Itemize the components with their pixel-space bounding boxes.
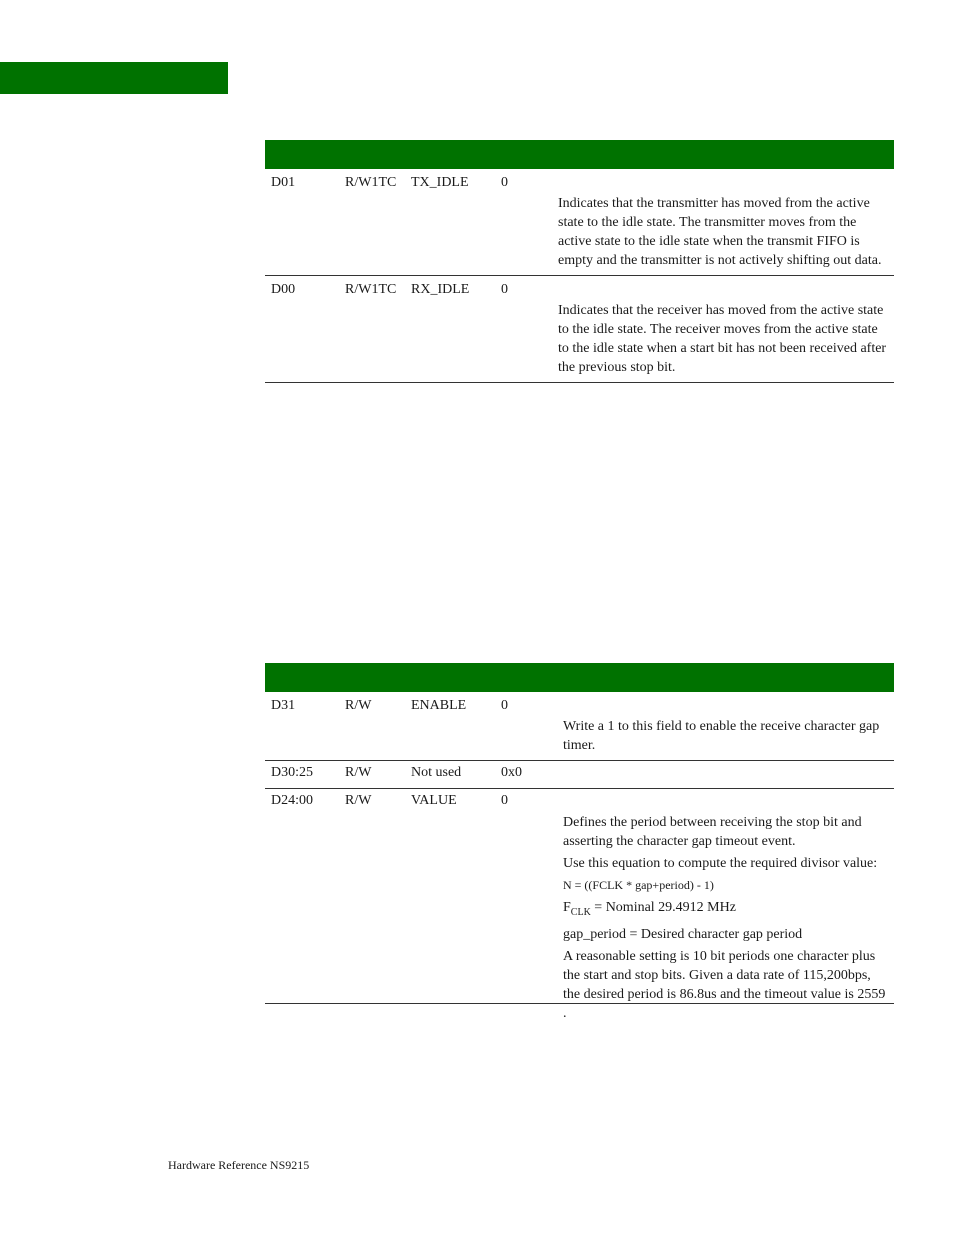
description-paragraph: Use this equation to compute the required divisor value: xyxy=(563,856,878,871)
reset-cell: 0 xyxy=(501,793,508,808)
description-cell: Indicates that the transmitter has moved from the active state to the idle state. The transmitter moves from the active state to the idle state when the transmit FIFO is empty and the transmitter is not actively shifting out data. xyxy=(558,196,882,268)
description-cell xyxy=(563,813,891,1026)
reset-cell: 0x0 xyxy=(501,765,522,780)
fclk-value: = Nominal 29.4912 MHz xyxy=(590,900,736,915)
mnemonic-cell: ENABLE xyxy=(411,698,467,713)
reset-cell: 0 xyxy=(501,175,508,190)
table-header-bar xyxy=(265,140,894,169)
mnemonic-cell: Not used xyxy=(411,765,462,780)
fclk-subscript: CLK xyxy=(570,906,591,918)
bits-cell: D24:00 xyxy=(271,793,313,808)
section-tab-bar xyxy=(0,62,228,94)
table-row xyxy=(265,276,894,383)
table-row xyxy=(265,761,894,789)
description-cell: Indicates that the receiver has moved from the active state to the idle state. The receiver moves from the active state to the idle state when a start bit has not been received after the previous stop bit. xyxy=(558,303,887,375)
bits-cell: D31 xyxy=(271,698,296,713)
bits-cell: D01 xyxy=(271,175,296,190)
bits-cell: D00 xyxy=(271,282,296,297)
table-row xyxy=(265,789,894,1021)
reset-cell: 0 xyxy=(501,282,508,297)
register-table-2 xyxy=(265,663,894,1021)
access-cell: R/W1TC xyxy=(345,282,397,297)
access-cell: R/W1TC xyxy=(345,175,397,190)
description-cell: Write a 1 to this field to enable the receive character gap timer. xyxy=(563,719,880,753)
bits-cell: D30:25 xyxy=(271,765,313,780)
access-cell: R/W xyxy=(345,698,372,713)
mnemonic-cell: TX_IDLE xyxy=(411,175,469,190)
description-paragraph: A reasonable setting is 10 bit periods one character plus the start and stop bits. Given a data rate of 115,200bps, the desired period is 86.8us and the timeout value is 2559 . xyxy=(563,948,886,1021)
access-cell: R/W xyxy=(345,793,372,808)
table-row xyxy=(265,169,894,276)
equation-text: N = ((FCLK * gap+period) - 1) xyxy=(563,878,714,892)
mnemonic-cell: VALUE xyxy=(411,793,457,808)
gap-period-definition: gap_period = Desired character gap period xyxy=(563,926,803,942)
mnemonic-cell: RX_IDLE xyxy=(411,282,470,297)
table-header-bar xyxy=(265,663,894,692)
description-paragraph: Defines the period between receiving the stop bit and asserting the character gap timeout event. xyxy=(563,815,862,849)
reset-cell: 0 xyxy=(501,698,508,713)
fclk-definition xyxy=(563,898,891,922)
fclk-symbol: F xyxy=(563,900,571,915)
register-table-1 xyxy=(265,140,894,383)
page-footer: Hardware Reference NS9215 xyxy=(168,1158,310,1172)
table-row xyxy=(265,692,894,761)
access-cell: R/W xyxy=(345,765,372,780)
